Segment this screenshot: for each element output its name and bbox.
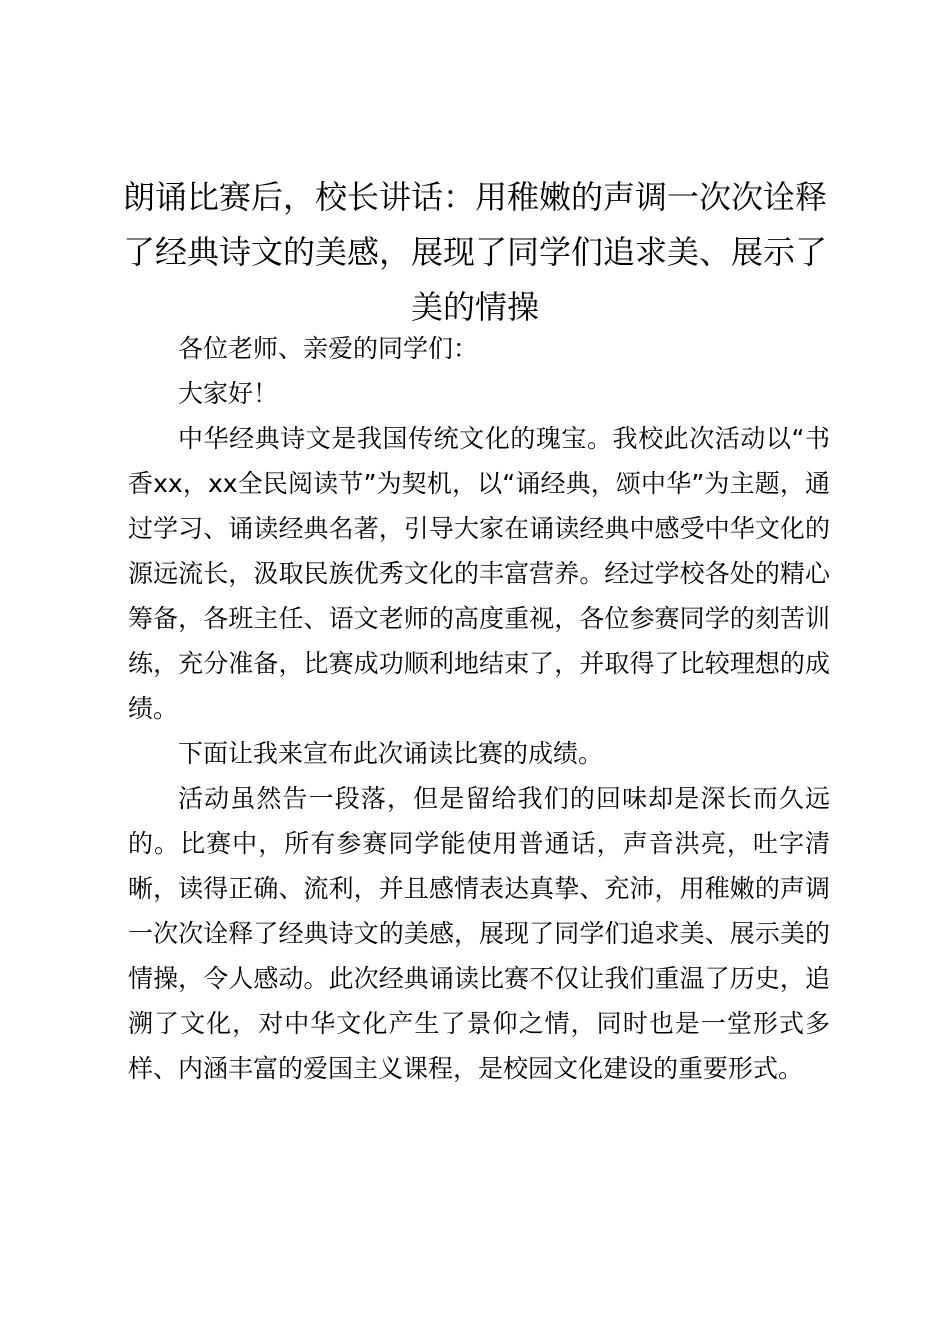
document-body (128, 326, 830, 1091)
document-title: 朗诵比赛后，校长讲话：用稚嫩的声调一次次诠释了经典诗文的美感，展现了同学们追求美、展示了美的情操 (122, 178, 827, 326)
greeting-paragraph: 大家好！ (178, 379, 279, 408)
body-paragraph-1: 中华经典诗文是我国传统文化的瑰宝。我校此次活动以“书香xx，xx全民阅读节”为契机，以“诵经典，颂中华”为主题，通过学习、诵读经典名著，引导大家在诵读经典中感受中华文化的源远流长，汲取民族优秀文化的丰富营养。经过学校各处的精心筹备，各班主任、语文老师的高度重视，各位参赛同学的刻苦训练，充分准备，比赛成功顺利地结束了，并取得了比较理想的成绩。 (128, 424, 830, 723)
salutation-paragraph: 各位老师、亲爱的同学们： (178, 334, 479, 363)
body-paragraph-2: 下面让我来宣布此次诵读比赛的成绩。 (178, 739, 604, 768)
body-paragraph-3: 活动虽然告一段落，但是留给我们的回味却是深长而久远的。比赛中，所有参赛同学能使用普通话，声音洪亮，吐字清晰，读得正确、流利，并且感情表达真挚、充沛，用稚嫩的声调一次次诠释了经典诗文的美感，展现了同学们追求美、展示美的情操，令人感动。此次经典诵读比赛不仅让我们重温了历史，追溯了文化，对中华文化产生了景仰之情，同时也是一堂形式多样、内涵丰富的爱国主义课程，是校园文化建设的重要形式。 (128, 784, 830, 1083)
